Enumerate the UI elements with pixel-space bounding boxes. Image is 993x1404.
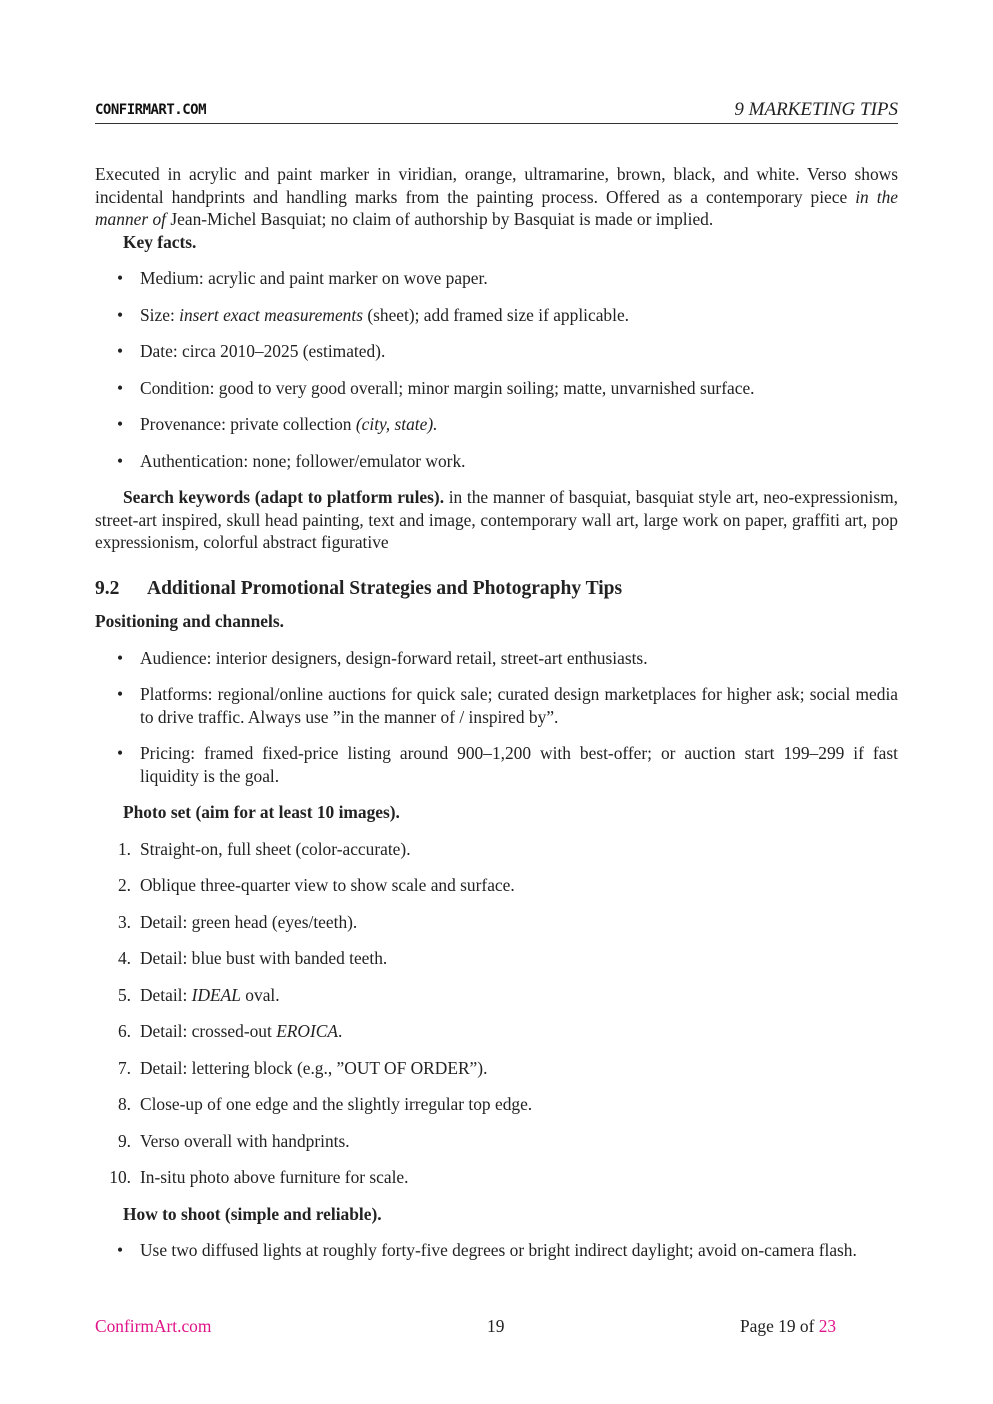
list-item: • Authentication: none; follower/emulator work.	[95, 450, 898, 473]
list-item: 8. Close-up of one edge and the slightly irregular top edge.	[117, 1094, 533, 1114]
intro-paragraph: Executed in acrylic and paint marker in viridian, orange, ultramarine, brown, black, and white. Verso shows incidental handprints and handling marks from the painting process. Offered as a contemporary piece in the manner of Jean-Michel Basquiat; no claim of authorship by Basquiat is made or implied.	[95, 164, 898, 229]
document-body	[95, 163, 898, 1262]
list-item: 6. Detail: crossed-out EROICA.	[117, 1021, 343, 1041]
list-item: 3. Detail: green head (eyes/teeth).	[117, 911, 358, 932]
list-item: 2. Oblique three-quarter view to show scale and surface.	[117, 875, 515, 895]
photo-set-heading: Photo set (aim for at least 10 images).	[123, 802, 400, 822]
total-pages-link[interactable]: 23	[818, 1316, 837, 1336]
confirmart-logo: CONFIRMART.COM	[95, 102, 207, 118]
list-item: 5. Detail: IDEAL oval.	[117, 984, 280, 1005]
running-title: 9 MARKETING TIPS	[734, 99, 898, 120]
footer-site-link[interactable]: ConfirmArt.com	[95, 1316, 212, 1336]
positioning-list	[95, 647, 898, 788]
list-item: 1. Straight-on, full sheet (color-accurate).	[117, 838, 411, 859]
list-item: • Medium: acrylic and paint marker on wove paper.	[95, 267, 898, 290]
list-item: • Use two diffused lights at roughly forty-five degrees or bright indirect daylight; avoid on-camera flash.	[95, 1239, 898, 1262]
positioning-heading: Positioning and channels.	[95, 611, 284, 631]
page-number: 19	[487, 1316, 505, 1336]
list-item: • Date: circa 2010–2025 (estimated).	[95, 340, 898, 363]
list-item: 7. Detail: lettering block (e.g., ”OUT OF ORDER”).	[117, 1057, 488, 1078]
photo-set-list	[95, 838, 898, 1189]
list-item: 9. Verso overall with handprints.	[117, 1130, 350, 1151]
keywords-paragraph: Search keywords (adapt to platform rules). in the manner of basquiat, basquiat style art, neo-expressionism, street-art inspired, skull head painting, text and image, contemporary wall art, large work on paper, graffiti art, pop expressionism, colorful abstract figurative	[95, 487, 898, 552]
list-item: • Provenance: private collection (city, state).	[95, 413, 898, 436]
key-facts-heading: Key facts.	[123, 231, 197, 252]
how-to-shoot-heading: How to shoot (simple and reliable).	[123, 1203, 382, 1224]
list-item: • Audience: interior designers, design-forward retail, street-art enthusiasts.	[95, 647, 898, 670]
list-item: 10. In-situ photo above furniture for scale.	[109, 1167, 409, 1187]
list-item: • Condition: good to very good overall; minor margin soiling; matte, unvarnished surface.	[95, 377, 898, 400]
key-facts-list	[95, 267, 898, 472]
section-heading: 9.2 Additional Promotional Strategies and Photography Tips	[95, 577, 623, 599]
list-item: 4. Detail: blue bust with banded teeth.	[117, 948, 388, 968]
list-item: • Platforms: regional/online auctions for quick sale; curated design marketplaces for higher ask; social media to drive traffic. Always use ”in the manner of / inspired by”.	[95, 683, 898, 728]
page-of-indicator: Page 19 of 23	[740, 1316, 837, 1336]
page-header	[95, 99, 898, 124]
list-item: • Pricing: framed fixed-price listing around 900–1,200 with best-offer; or auction start 199–299 if fast liquidity is the goal.	[95, 742, 898, 787]
list-item: • Size: insert exact measurements (sheet); add framed size if applicable.	[95, 304, 898, 327]
how-to-shoot-list	[95, 1239, 898, 1262]
